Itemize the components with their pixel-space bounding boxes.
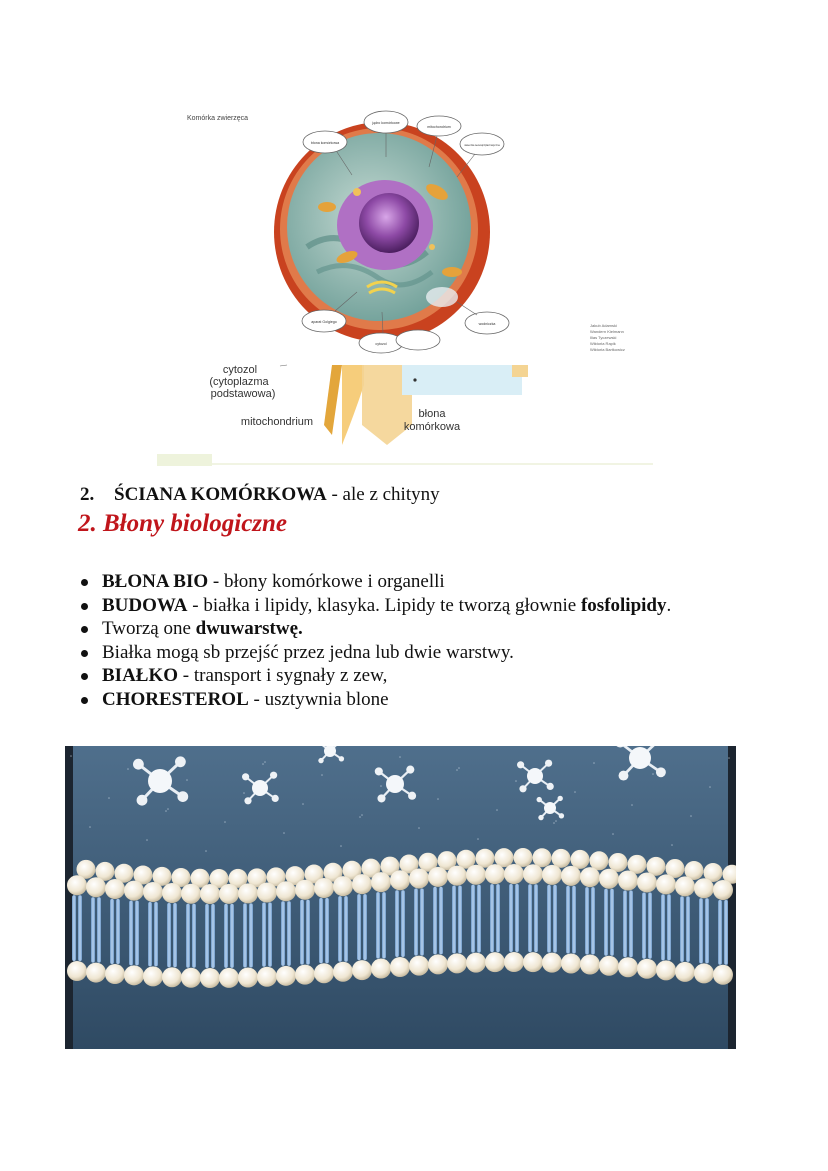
- lipid-head: [105, 879, 125, 899]
- lipid-head: [599, 956, 619, 976]
- bullet-bold: CHORESTEROL: [102, 688, 249, 710]
- bullet-text: - białka i lipidy, klasyka. Lipidy te tworzą głownie: [187, 594, 581, 616]
- bubble-label-6: wodniczka: [478, 322, 496, 326]
- lipid-head: [314, 963, 334, 983]
- bullet-bold: BŁONA BIO: [102, 571, 209, 592]
- label-blona-1: błona: [418, 408, 446, 420]
- bullet-text: - błony komórkowe i organelli: [208, 571, 445, 592]
- lipid-head: [162, 883, 182, 903]
- lipid-head: [447, 866, 467, 886]
- bubble-label-7: cytozol: [375, 342, 387, 346]
- bubble-label-1: błona komórkowa: [310, 141, 340, 145]
- bullet-item: [80, 594, 671, 618]
- lipid-head: [618, 957, 638, 977]
- lipid-head: [637, 959, 657, 979]
- lipid-head: [561, 953, 581, 973]
- lipid-head: [504, 952, 524, 972]
- lipid-head: [257, 967, 277, 987]
- lipid-head: [466, 865, 486, 885]
- lipid-head: [371, 959, 391, 979]
- label-mitochondrium: mitochondrium: [240, 416, 314, 428]
- lipid-head: [694, 963, 714, 983]
- credit-1: Jakub Adamski: [590, 323, 617, 328]
- bullet-item: [80, 641, 671, 665]
- bullet-text: Białka mogą sb przejść przez jedna lub dwie warstwy.: [102, 641, 514, 663]
- figure-title: Komórka zwierzęca: [187, 115, 249, 122]
- lipid-head: [694, 878, 714, 898]
- lipid-head: [409, 868, 429, 888]
- lipid-head: [352, 960, 372, 980]
- bullet-item: [80, 688, 671, 712]
- numbered-item-cell-wall: [80, 484, 440, 506]
- lipid-head: [542, 865, 562, 885]
- lipid-head: [200, 968, 220, 988]
- lipid-head: [276, 966, 296, 986]
- label-cytoplazma-1: (cytoplazma: [209, 376, 269, 388]
- lipid-head: [409, 956, 429, 976]
- lipid-head: [124, 881, 144, 901]
- bubble-label-2: jądro komórkowe: [372, 121, 400, 125]
- lipid-head: [371, 872, 391, 892]
- lipid-head: [333, 962, 353, 982]
- animal-cell-figure: [157, 97, 653, 468]
- lipid-head: [181, 884, 201, 904]
- lipid-head: [333, 876, 353, 896]
- bullet-item: [80, 617, 671, 641]
- lipid-head: [352, 874, 372, 894]
- lipid-head: [105, 964, 125, 984]
- label-cytoplazma-2: podstawowa): [210, 388, 276, 400]
- lipid-bilayer-figure: [65, 746, 736, 1049]
- lipid-head: [514, 848, 533, 867]
- credit-2: Wandern Kielmann: [590, 329, 624, 334]
- lipid-head: [67, 961, 87, 981]
- lipid-head: [485, 864, 505, 884]
- lipid-head: [447, 953, 467, 973]
- lipid-head: [295, 880, 315, 900]
- lipid-head: [86, 963, 106, 983]
- lipid-head: [533, 848, 552, 867]
- bubble-label-4: siateczka wewnątrzplazmatyczna: [464, 144, 500, 147]
- item-bold: ŚCIANA KOMÓRKOWA: [114, 484, 327, 505]
- lipid-head: [181, 968, 201, 988]
- bubble-label-3: mitochondrium: [427, 125, 451, 129]
- bullet-item: [80, 664, 671, 688]
- lipid-head: [713, 880, 733, 900]
- lipid-head: [637, 872, 657, 892]
- lipid-head: [219, 968, 239, 988]
- section-heading: 2. Błony biologiczne: [78, 510, 288, 537]
- cell-body: [274, 122, 490, 342]
- lipid-head: [238, 883, 258, 903]
- lipid-head: [599, 869, 619, 889]
- bullet-bold: dwuwarstwę.: [195, 618, 303, 639]
- bullet-bold: fosfolipidy: [580, 594, 667, 616]
- lipid-head: [219, 884, 239, 904]
- bullet-text: - transport i sygnały z zew,: [178, 665, 388, 686]
- lipid-head: [523, 952, 543, 972]
- bullet-bold: BIAŁKO: [102, 665, 179, 686]
- bullet-text: Tworzą one: [102, 618, 196, 639]
- lipid-head: [675, 876, 695, 896]
- lipid-head: [390, 957, 410, 977]
- lipid-head: [618, 871, 638, 891]
- lipid-head: [428, 954, 448, 974]
- bullet-bold: BUDOWA: [102, 594, 188, 616]
- lipid-head: [143, 966, 163, 986]
- lipid-head: [495, 848, 514, 867]
- label-cytozol: cytozol: [222, 364, 258, 376]
- lipid-head: [314, 878, 334, 898]
- lipid-head: [504, 864, 524, 884]
- lipid-head: [656, 960, 676, 980]
- lipid-head: [675, 962, 695, 982]
- lipid-head: [713, 965, 733, 985]
- lipid-head: [580, 955, 600, 975]
- lipid-head: [162, 967, 182, 987]
- item-number: 2.: [80, 484, 95, 505]
- lipid-head: [390, 870, 410, 890]
- lipid-head: [561, 866, 581, 886]
- bubble-label-5: aparat Golgiego: [311, 320, 337, 324]
- lipid-head: [238, 967, 258, 987]
- lipid-head: [552, 849, 571, 868]
- lipid-head: [542, 953, 562, 973]
- bullet-text: .: [666, 594, 672, 616]
- credit-4: Wiktoria Rapik: [590, 341, 616, 346]
- bullet-text: - usztywnia blone: [248, 688, 389, 710]
- lipid-head: [276, 881, 296, 901]
- lipid-head: [86, 877, 106, 897]
- label-blona-2: komórkowa: [403, 421, 461, 433]
- lipid-head: [571, 850, 590, 869]
- lipid-head: [523, 864, 543, 884]
- lipid-head: [124, 965, 144, 985]
- credit-5: Wiktoria Bartkowicz: [590, 347, 625, 352]
- credit-3: Ilias Tyczewski: [590, 335, 617, 340]
- lipid-head: [580, 867, 600, 887]
- bullet-item: [80, 570, 671, 594]
- lipid-head: [295, 965, 315, 985]
- lipid-head: [466, 953, 486, 973]
- lipid-head: [257, 882, 277, 902]
- lipid-head: [428, 867, 448, 887]
- bullet-list: [80, 570, 671, 711]
- lipid-head: [67, 875, 87, 895]
- lipid-head: [656, 874, 676, 894]
- lipid-head: [143, 882, 163, 902]
- item-rest: - ale z chityny: [326, 484, 440, 505]
- lipid-head: [200, 884, 220, 904]
- lipid-head: [485, 952, 505, 972]
